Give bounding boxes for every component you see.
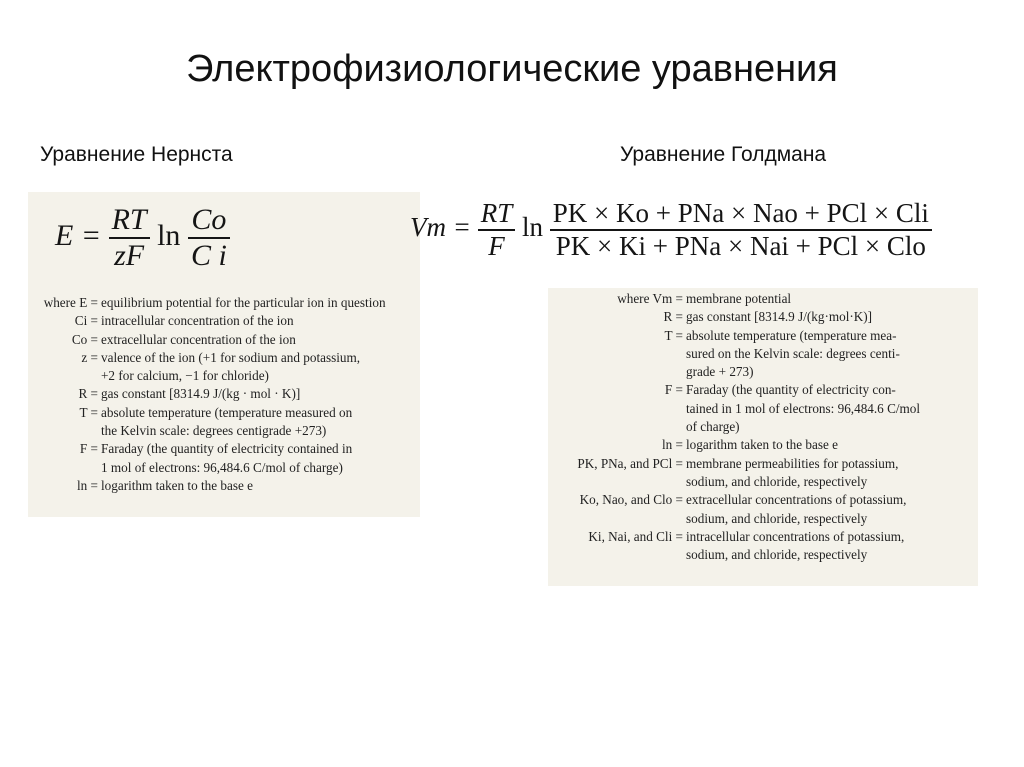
goldman-definition-row [548, 528, 978, 565]
definition-text: intracellular concentrations of potassium, sodium, and chloride, respectively [686, 528, 905, 563]
definition-term: F = [664, 382, 683, 398]
definition-term: T = [664, 327, 683, 343]
goldman-lhs: Vm = [410, 212, 478, 243]
definition-text: extracellular concentrations of potassium, sodium, and chloride, respectively [686, 492, 907, 526]
definition-term: ln = [77, 477, 98, 493]
definition-term: Ki, Nai, and Cli = [588, 528, 683, 544]
definition-text: membrane potential [686, 291, 792, 306]
goldman-definition-row [548, 436, 978, 454]
goldman-equation [410, 198, 932, 262]
goldman-ratio-numerator: PK × Ko + PNa × Nao + PCl × Cli [550, 198, 932, 231]
definition-term: R = [663, 309, 683, 325]
goldman-definition-row [548, 327, 978, 382]
nernst-definition-row [30, 312, 420, 330]
definition-term: F = [79, 441, 98, 457]
definition-text: Faraday (the quantity of electricity contained in 1 mol of electrons: 96,484.6 C/mol of charge) [101, 441, 353, 475]
definition-text: valence of the ion (+1 for sodium and potassium, +2 for calcium, −1 for chloride) [101, 349, 361, 384]
nernst-ratio-denominator: C i [190, 239, 227, 272]
definition-term: Ko, Nao, and Clo = [579, 492, 683, 508]
goldman-definition-row [548, 308, 978, 326]
definition-term: where Vm = [617, 291, 683, 306]
goldman-definitions [548, 290, 978, 564]
goldman-coef-numerator: RT [478, 198, 516, 231]
nernst-heading: Уравнение Нернста [40, 143, 233, 166]
nernst-definition-row [30, 385, 420, 403]
definition-term: Ci = [74, 313, 98, 329]
nernst-coefficient [109, 203, 150, 273]
definition-term: T = [79, 404, 98, 420]
definition-term: where E = [43, 295, 98, 310]
goldman-definition-row [548, 290, 978, 308]
goldman-coef-denominator: F [488, 231, 505, 261]
nernst-coef-numerator: RT [109, 203, 150, 239]
nernst-coef-denominator: zF [114, 239, 145, 272]
definition-text: membrane permeabilities for potassium, sodium, and chloride, respectively [686, 455, 899, 489]
goldman-coefficient [478, 198, 516, 262]
definition-text: equilibrium potential for the particular ion in question [101, 295, 386, 310]
goldman-heading: Уравнение Голдмана [620, 143, 827, 166]
definition-text: Faraday (the quantity of electricity con- tained in 1 mol of electrons: 96,484.6 C/mol of charge) [686, 382, 921, 435]
nernst-lhs: E = [55, 218, 109, 252]
goldman-definition-row [548, 381, 978, 436]
nernst-equation [55, 203, 230, 273]
definition-text: intracellular concentration of the ion [101, 313, 294, 329]
definition-text: logarithm taken to the base e [686, 437, 838, 453]
nernst-ratio-numerator: Co [188, 203, 230, 239]
definition-term: ln = [662, 437, 683, 453]
definition-text: extracellular concentration of the ion [101, 331, 296, 347]
nernst-definitions [30, 294, 420, 495]
definition-term: z = [81, 349, 98, 365]
goldman-definition-row [548, 491, 978, 528]
nernst-definition-row [30, 404, 420, 441]
definition-text: absolute temperature (temperature mea- sured on the Kelvin scale: degrees centi- grade + 273) [686, 327, 900, 380]
nernst-ln: ln [157, 218, 188, 252]
goldman-definition-row [548, 455, 978, 492]
definition-term: PK, PNa, and PCl = [577, 455, 683, 471]
definition-term: R = [78, 386, 98, 402]
nernst-definition-row [30, 349, 420, 386]
definition-text: logarithm taken to the base e [101, 477, 253, 493]
nernst-definition-row [30, 331, 420, 349]
nernst-definition-row [30, 477, 420, 495]
goldman-ratio [550, 198, 932, 262]
slide-title: Электрофизиологические уравнения [186, 48, 838, 90]
definition-text: gas constant [8314.9 J/(kg·mol·K)] [686, 309, 873, 325]
goldman-ln: ln [521, 212, 550, 243]
definition-text: gas constant [8314.9 J/(kg · mol · K)] [101, 386, 301, 402]
goldman-ratio-denominator: PK × Ki + PNa × Nai + PCl × Clo [555, 231, 926, 261]
nernst-definition-row [30, 440, 420, 477]
definition-text: absolute temperature (temperature measured on the Kelvin scale: degrees centigrade +273) [101, 404, 353, 439]
definition-term: Co = [71, 331, 98, 347]
nernst-definition-row [30, 294, 420, 312]
nernst-ratio [188, 203, 230, 273]
